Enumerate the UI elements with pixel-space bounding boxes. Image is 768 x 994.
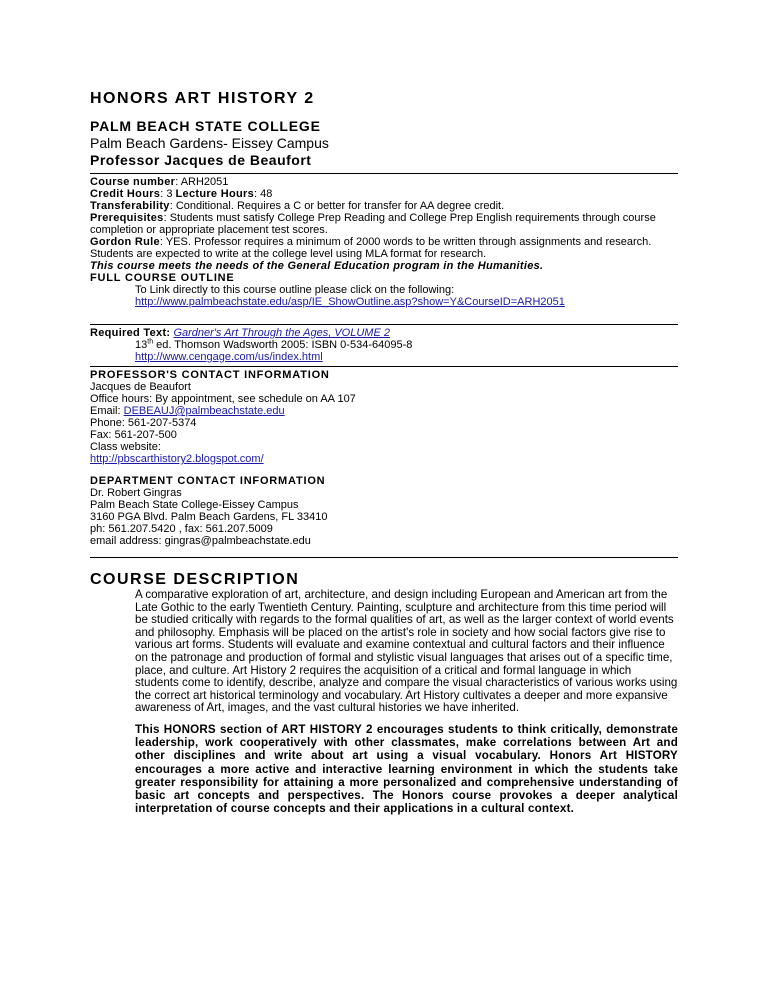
outline-text: To Link directly to this course outline please click on the following: <box>135 284 455 296</box>
publisher-link[interactable]: http://www.cengage.com/us/index.html <box>135 351 323 363</box>
office-hours: Office hours: By appointment, see schedule on AA 107 <box>90 393 356 405</box>
professor-contact-name: Jacques de Beaufort <box>90 381 191 393</box>
department-contact <box>90 475 678 547</box>
credit-hours-value: : 3 <box>160 188 176 200</box>
credit-hours-label: Credit Hours <box>90 188 161 200</box>
lecture-hours-label: Lecture Hours <box>175 188 254 200</box>
department-email: email address: gingras@palmbeachstate.edu <box>90 535 311 547</box>
gen-ed-statement: This course meets the needs of the General Education program in the Humanities. <box>90 260 544 272</box>
outline-link[interactable]: http://www.palmbeachstate.edu/asp/IE_ShowOutline.asp?show=Y&CourseID=ARH2051 <box>135 296 565 308</box>
edition-line <box>90 339 678 351</box>
publisher-link-row <box>90 351 678 363</box>
gordon-rule-line <box>90 236 678 260</box>
department-campus: Palm Beach State College-Eissey Campus <box>90 499 299 511</box>
college-name: PALM BEACH STATE COLLEGE <box>90 118 321 134</box>
course-description-paragraph: A comparative exploration of art, architecture, and design including European and American art from the Late Gothic to the early Twentieth Century. Painting, sculpture and architecture from this time period will be studied critically with regards to the formal qualities of art, as well as the larger context of world events and philosophy. Emphasis will be placed on the artist's role in society and how social factors give rise to various art forms. Students will evaluate and examine contextual and cultural factors and their influence on the patronage and production of formal and stylistic visual languages that arises out of a specific time, place, and culture. Art History 2 requires the acquisition of a critical and formal language in which students come to identify, describe, analyze and compare the visual characteristics of various works using the correct art historical terminology and vocabulary. Art History cultivates a deeper and more expansive awareness of Art, images, and the vast cultural histories we have inherited. <box>135 588 678 715</box>
website-label: Class website: <box>90 441 161 453</box>
professor-contact <box>90 369 678 465</box>
department-contact-heading: DEPARTMENT CONTACT INFORMATION <box>90 475 326 487</box>
divider <box>90 557 678 558</box>
gordon-rule-value: : YES. Professor requires a minimum of 2000 words to be written through assignments and research. Students are expected to write at the college level using MLA format for research. <box>90 236 652 260</box>
department-contact-name: Dr. Robert Gingras <box>90 487 182 499</box>
website-link[interactable]: http://pbscarthistory2.blogspot.com/ <box>90 453 264 465</box>
professor-name: Professor Jacques de Beaufort <box>90 152 312 168</box>
page-title: HONORS ART HISTORY 2 <box>90 90 315 107</box>
document-body <box>90 90 678 815</box>
divider <box>90 324 678 325</box>
course-number-value: : ARH2051 <box>175 176 229 188</box>
professor-email-link[interactable]: DEBEAUJ@palmbeachstate.edu <box>123 405 285 417</box>
prerequisites-label: Prerequisites <box>90 212 164 224</box>
divider <box>90 173 678 174</box>
professor-phone: Phone: 561-207-5374 <box>90 417 197 429</box>
gordon-rule-label: Gordon Rule <box>90 236 160 248</box>
edition-suffix: th <box>147 338 154 346</box>
book-title: Gardner's Art Through the Ages, VOLUME 2 <box>173 327 390 339</box>
edition-details: ed. Thomson Wadsworth 2005: ISBN 0-534-64095-8 <box>153 339 413 351</box>
website-link-row <box>90 453 678 465</box>
professor-email-line <box>90 405 678 417</box>
hours-line <box>90 188 678 200</box>
transferability-line <box>90 200 678 212</box>
transferability-label: Transferability <box>90 200 170 212</box>
required-text-line <box>90 327 678 339</box>
course-description-heading: COURSE DESCRIPTION <box>90 571 300 588</box>
department-phone-fax: ph: 561.207.5420 , fax: 561.207.5009 <box>90 523 273 535</box>
professor-fax: Fax: 561-207-500 <box>90 429 177 441</box>
email-label: Email: <box>90 405 124 417</box>
course-number-line <box>90 176 678 188</box>
course-info <box>90 176 678 308</box>
prerequisites-line <box>90 212 678 236</box>
outline-heading: FULL COURSE OUTLINE <box>90 272 235 284</box>
prerequisites-value: : Students must satisfy College Prep Reading and College Prep English requirements through course completion or appropriate placement test scores. <box>90 212 656 236</box>
lecture-hours-value: : 48 <box>254 188 273 200</box>
transferability-value: : Conditional. Requires a C or better for transfer for AA degree credit. <box>169 200 505 212</box>
campus-name: Palm Beach Gardens- Eissey Campus <box>90 135 329 151</box>
divider <box>90 366 678 367</box>
required-text-block <box>90 327 678 363</box>
header-block <box>90 118 678 169</box>
professor-contact-heading: PROFESSOR'S CONTACT INFORMATION <box>90 369 330 381</box>
honors-paragraph: This HONORS section of ART HISTORY 2 encourages students to think critically, demonstrate leadership, work cooperatively with other classmates, make correlations between Art and other disciplines and write about art using a visual vocabulary. Honors Art HISTORY encourages a more active and interactive learning environment in which the students take greater responsibility for attaining a more personalized and comprehensive understanding of basic art concepts and perspectives. The Honors course provokes a deeper analytical interpretation of course concepts and their applications in a cultural context. <box>135 722 678 816</box>
outline-link-row <box>90 296 678 308</box>
department-address: 3160 PGA Blvd. Palm Beach Gardens, FL 33410 <box>90 511 328 523</box>
course-number-label: Course number <box>90 176 176 188</box>
edition-number: 13 <box>135 339 148 351</box>
required-text-label: Required Text: <box>90 327 171 339</box>
